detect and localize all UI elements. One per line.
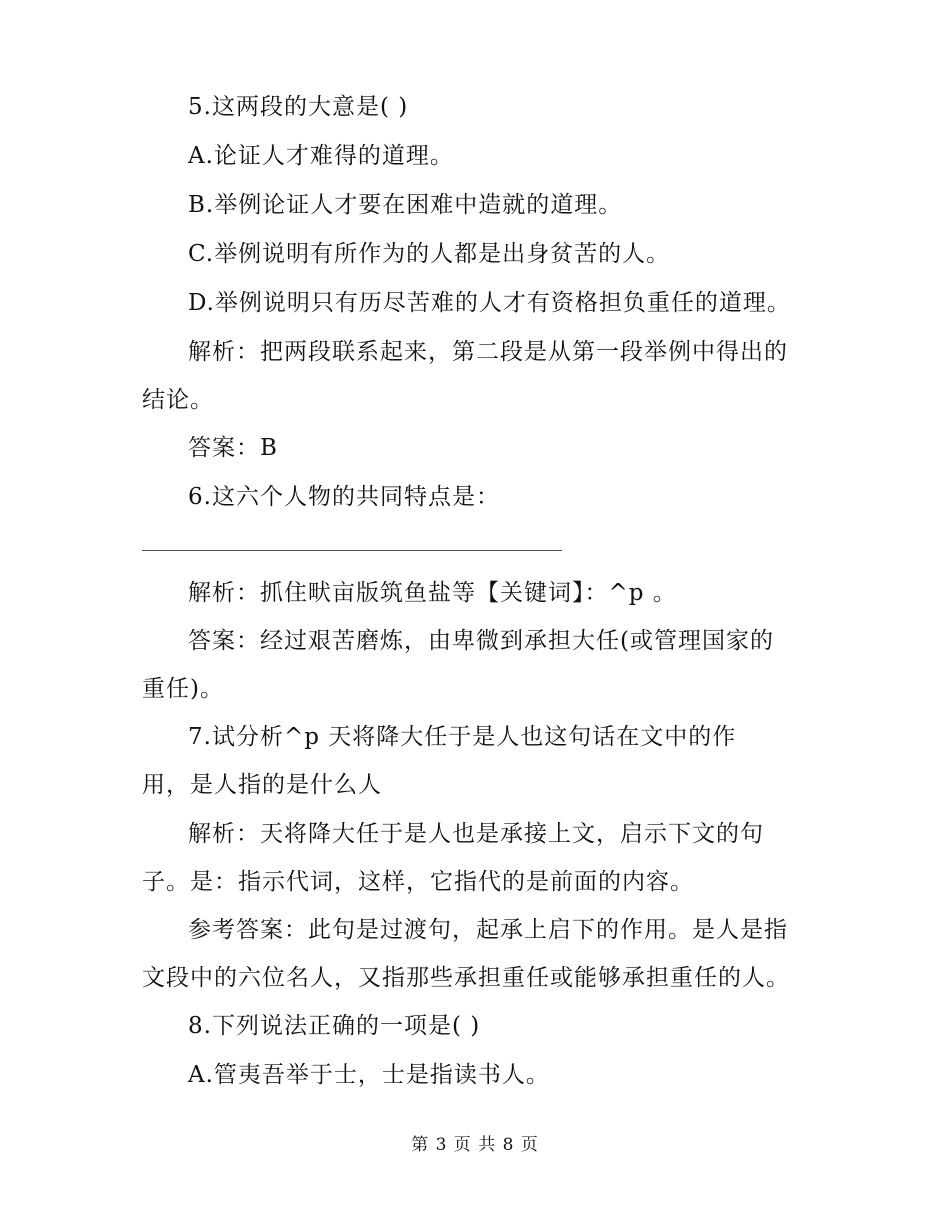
reference-answer-7-line-1: 参考答案：此句是过渡句，起承上启下的作用。是人是指 bbox=[188, 917, 788, 943]
question-7-line-2: 用，是人指的是什么人 bbox=[142, 772, 382, 798]
answer-6-line-2: 重任)。 bbox=[142, 676, 224, 702]
answer-5: 答案：B bbox=[188, 435, 278, 461]
question-6: 6.这六个人物的共同特点是： bbox=[188, 484, 500, 510]
question-8: 8.下列说法正确的一项是( ) bbox=[188, 1013, 481, 1039]
analysis-6: 解析：抓住畎亩版筑鱼盐等【关键词】：^p 。 bbox=[188, 580, 677, 606]
analysis-5-line-1: 解析：把两段联系起来，第二段是从第一段举例中得出的 bbox=[188, 339, 788, 365]
analysis-7-line-2: 子。是：指示代词，这样，它指代的是前面的内容。 bbox=[142, 869, 694, 895]
analysis-5-line-2: 结论。 bbox=[142, 387, 214, 413]
option-c: C.举例说明有所作为的人都是出身贫苦的人。 bbox=[188, 241, 671, 267]
option-a: A.论证人才难得的道理。 bbox=[188, 143, 454, 169]
page-footer: 第 3 页 共 8 页 bbox=[411, 1135, 539, 1155]
question-8-option-a: A.管夷吾举于士，士是指读书人。 bbox=[188, 1062, 550, 1088]
reference-answer-7-line-2: 文段中的六位名人，又指那些承担重任或能够承担重任的人。 bbox=[142, 965, 790, 991]
question-7-line-1: 7.试分析^p 天将降大任于是人也这句话在文中的作 bbox=[188, 724, 737, 750]
answer-blank-line bbox=[142, 550, 562, 551]
option-d: D.举例说明只有历尽苦难的人才有资格担负重任的道理。 bbox=[188, 290, 791, 316]
option-b: B.举例论证人才要在困难中造就的道理。 bbox=[188, 192, 623, 218]
answer-6-line-1: 答案：经过艰苦磨炼，由卑微到承担大任(或管理国家的 bbox=[188, 628, 774, 654]
analysis-7-line-1: 解析：天将降大任于是人也是承接上文，启示下文的句 bbox=[188, 821, 764, 847]
question-5: 5.这两段的大意是( ) bbox=[188, 94, 409, 120]
